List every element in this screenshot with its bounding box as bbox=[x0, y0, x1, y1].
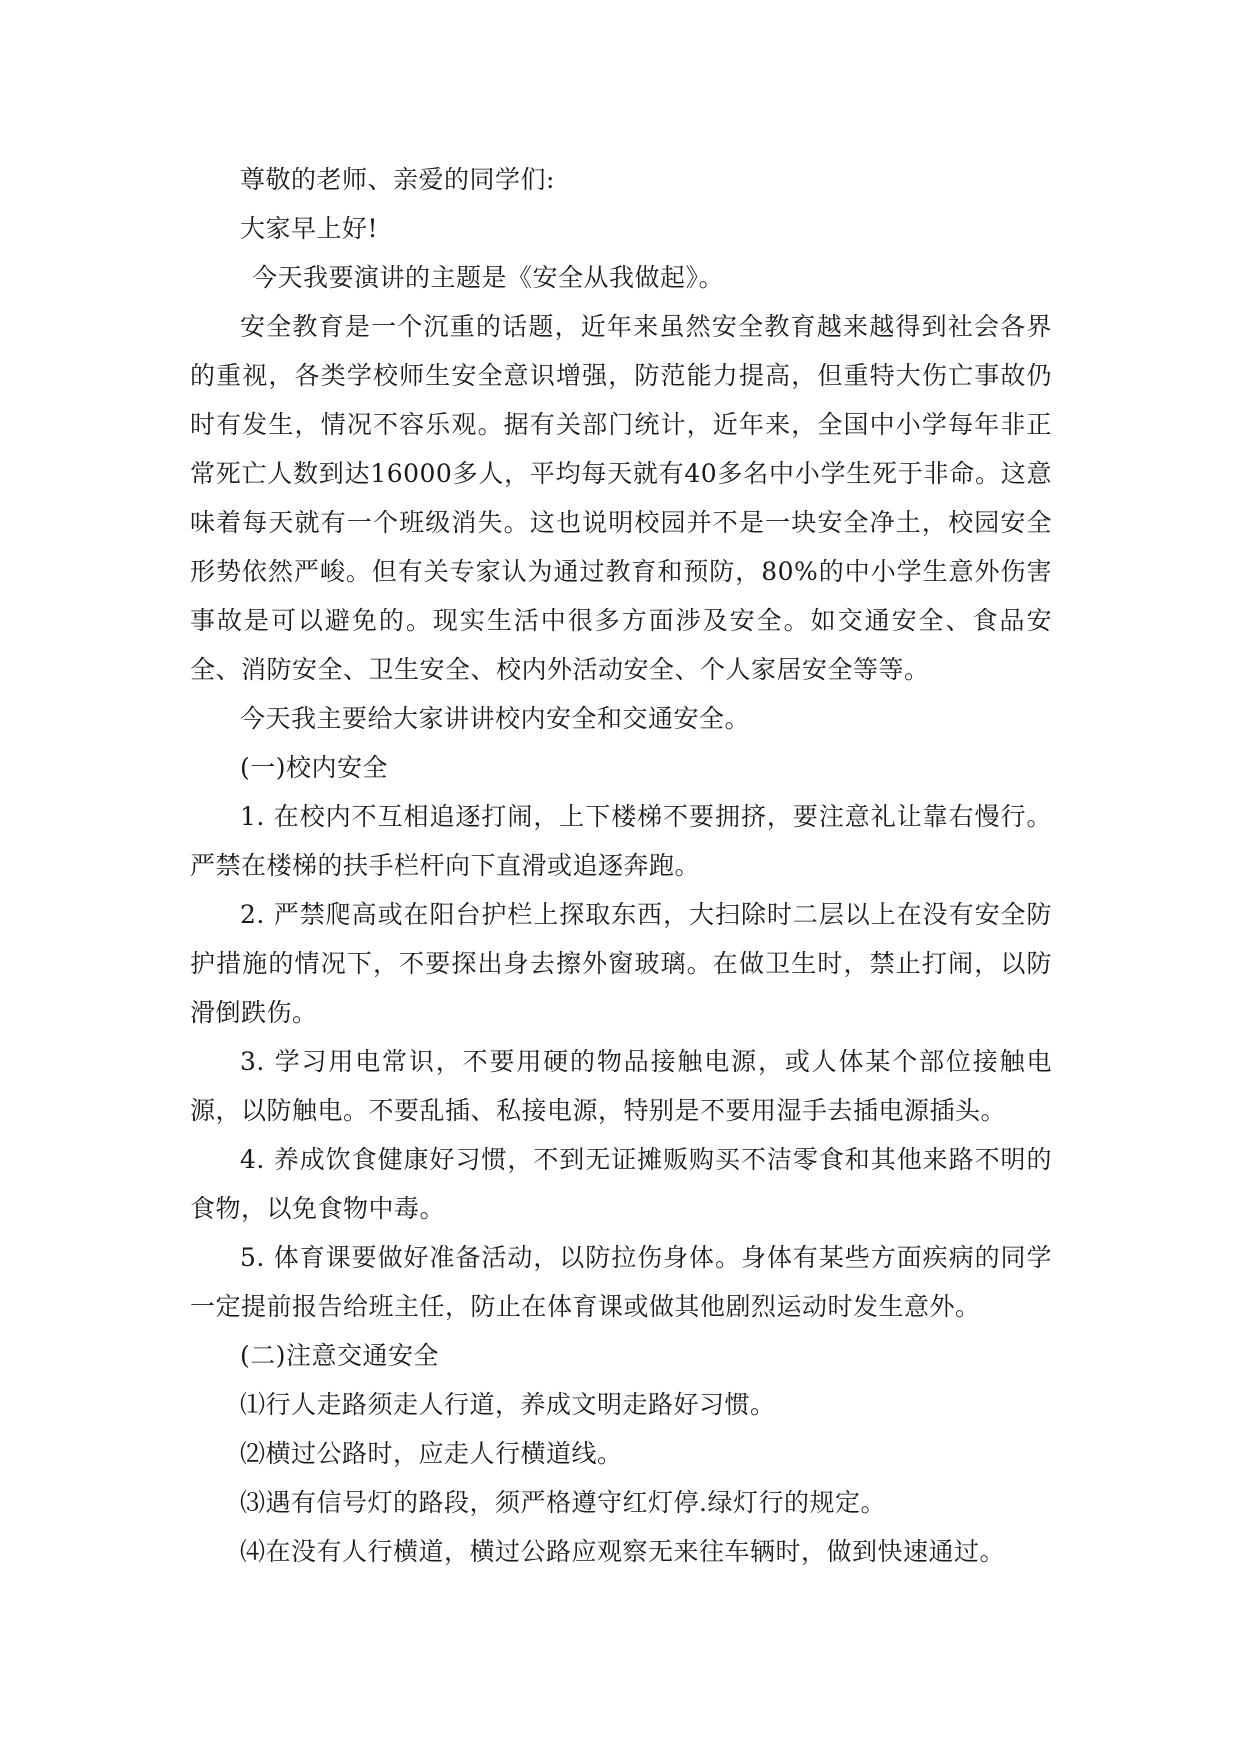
traffic-safety-item: ⑶遇有信号灯的路段，须严格遵守红灯停.绿灯行的规定。 bbox=[240, 1488, 886, 1517]
intro-paragraph: 安全教育是一个沉重的话题，近年来虽然安全教育越来越得到社会各界的重视，各类学校师生安全意识增强，防范能力提高，但重特大伤亡事故仍时有发生，情况不容乐观。据有关部门统计，近年来，全国中小学每年非正常死亡人数到达16000多人，平均每天就有40多名中小学生死于非命。这意味着每天就有一个班级消失。这也说明校园并不是一块安全净土，校园安全形势依然严峻。但有关专家认为通过教育和预防，80%的中小学生意外伤害事故是可以避免的。现实生活中很多方面涉及安全。如交通安全、食品安全、消防安全、卫生安全、校内外活动安全、个人家居安全等等。 bbox=[190, 312, 1052, 684]
campus-safety-item: 3. 学习用电常识，不要用硬的物品接触电源，或人体某个部位接触电源，以防触电。不要乱插、私接电源，特别是不要用湿手去插电源插头。 bbox=[190, 1047, 1052, 1125]
campus-safety-item: 2. 严禁爬高或在阳台护栏上探取东西，大扫除时二层以上在没有安全防护措施的情况下，不要探出身去擦外窗玻璃。在做卫生时，禁止打闹，以防滑倒跌伤。 bbox=[190, 900, 1052, 1027]
section-heading-traffic-safety: (二)注意交通安全 bbox=[240, 1341, 440, 1370]
section-heading-campus-safety: (一)校内安全 bbox=[240, 753, 389, 782]
campus-safety-item: 4. 养成饮食健康好习惯，不到无证摊贩购买不洁零食和其他来路不明的食物，以免食物中毒。 bbox=[190, 1145, 1052, 1223]
traffic-safety-item: ⑵横过公路时，应走人行横道线。 bbox=[240, 1439, 623, 1468]
campus-safety-item: 1. 在校内不互相追逐打闹，上下楼梯不要拥挤，要注意礼让靠右慢行。严禁在楼梯的扶手栏杆向下直滑或追逐奔跑。 bbox=[190, 802, 1052, 880]
topic-line: 今天我要演讲的主题是《安全从我做起》。 bbox=[252, 263, 725, 292]
traffic-safety-item: ⑷在没有人行横道，横过公路应观察无来往车辆时，做到快速通过。 bbox=[240, 1537, 1006, 1566]
campus-safety-item: 5. 体育课要做好准备活动，以防拉伤身体。身体有某些方面疾病的同学一定提前报告给班主任，防止在体育课或做其他剧烈运动时发生意外。 bbox=[190, 1243, 1052, 1321]
overview-paragraph: 今天我主要给大家讲讲校内安全和交通安全。 bbox=[240, 704, 751, 733]
traffic-safety-item: ⑴行人走路须走人行道，养成文明走路好习惯。 bbox=[240, 1390, 776, 1419]
document-body bbox=[190, 155, 1052, 1576]
greeting-line: 尊敬的老师、亲爱的同学们: bbox=[240, 165, 555, 194]
salutation-line: 大家早上好! bbox=[240, 214, 379, 243]
